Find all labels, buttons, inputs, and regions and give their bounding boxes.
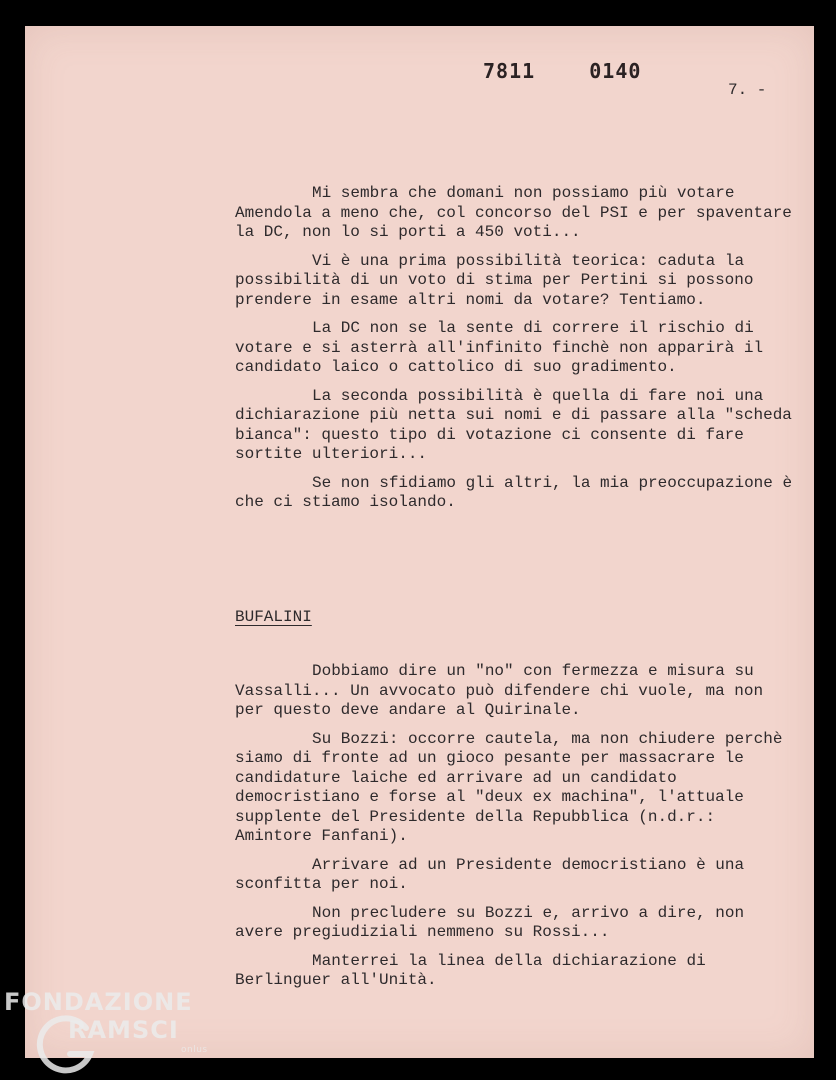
paragraph: Manterrei la linea della dichiarazione di Berlinguer all'Unità. (235, 951, 706, 989)
paragraph: Dobbiamo dire un "no" con fermezza e misura su Vassalli... Un avvocato può difendere chi vuole, ma non per questo deve andare al Quirinale. (235, 662, 764, 719)
watermark-line-1: FONDAZIONE (4, 988, 193, 1016)
paragraph: Vi è una prima possibilità teorica: caduta la possibilità di un voto di stima per Pertini si possono prendere in esame altri nomi da votare? Tentiamo. (235, 251, 754, 309)
gramsci-g-logo-icon (34, 1014, 100, 1074)
document-number: 7811 0140 (483, 59, 642, 83)
text-block-1 (235, 184, 795, 522)
text-block-2 (235, 662, 795, 1000)
fondazione-gramsci-watermark (4, 988, 208, 1055)
watermark-onlus: onlus (181, 1045, 208, 1055)
page-number: 7. - (728, 81, 767, 99)
watermark-line-2: RAMSCI (68, 1016, 179, 1044)
paragraph: Su Bozzi: occorre cautela, ma non chiudere perchè siamo di fronte ad un gioco pesante per massacrare le candidature laiche ed arrivare ad un candidato democristiano e forse al "deux ex machina", l'attuale supplente del Presidente della Repubblica (n.d.r.: Amintore Fanfani). (235, 729, 783, 845)
paragraph: Mi sembra che domani non possiamo più votare Amendola a meno che, col concorso del PSI e per spaventare la DC, non lo si porti a 450 voti... (235, 184, 792, 241)
paragraph: Arrivare ad un Presidente democristiano è una sconfitta per noi. (235, 855, 745, 893)
paragraph: La DC non se la sente di correre il rischio di votare e si asterrà all'infinito finchè non apparirà il candidato laico o cattolico di suo gradimento. (235, 319, 764, 376)
speaker-heading: BUFALINI (235, 608, 312, 626)
paragraph: La seconda possibilità è quella di fare noi una dichiarazione più netta sui nomi e di passare alla "scheda bianca": questo tipo di votazione ci consente di fare sortite ulteriori... (235, 386, 792, 463)
paragraph: Non precludere su Bozzi e, arrivo a dire, non avere pregiudiziali nemmeno su Rossi... (235, 903, 745, 941)
document-page (25, 26, 814, 1058)
paragraph: Se non sfidiamo gli altri, la mia preoccupazione è che ci stiamo isolando. (235, 473, 793, 511)
